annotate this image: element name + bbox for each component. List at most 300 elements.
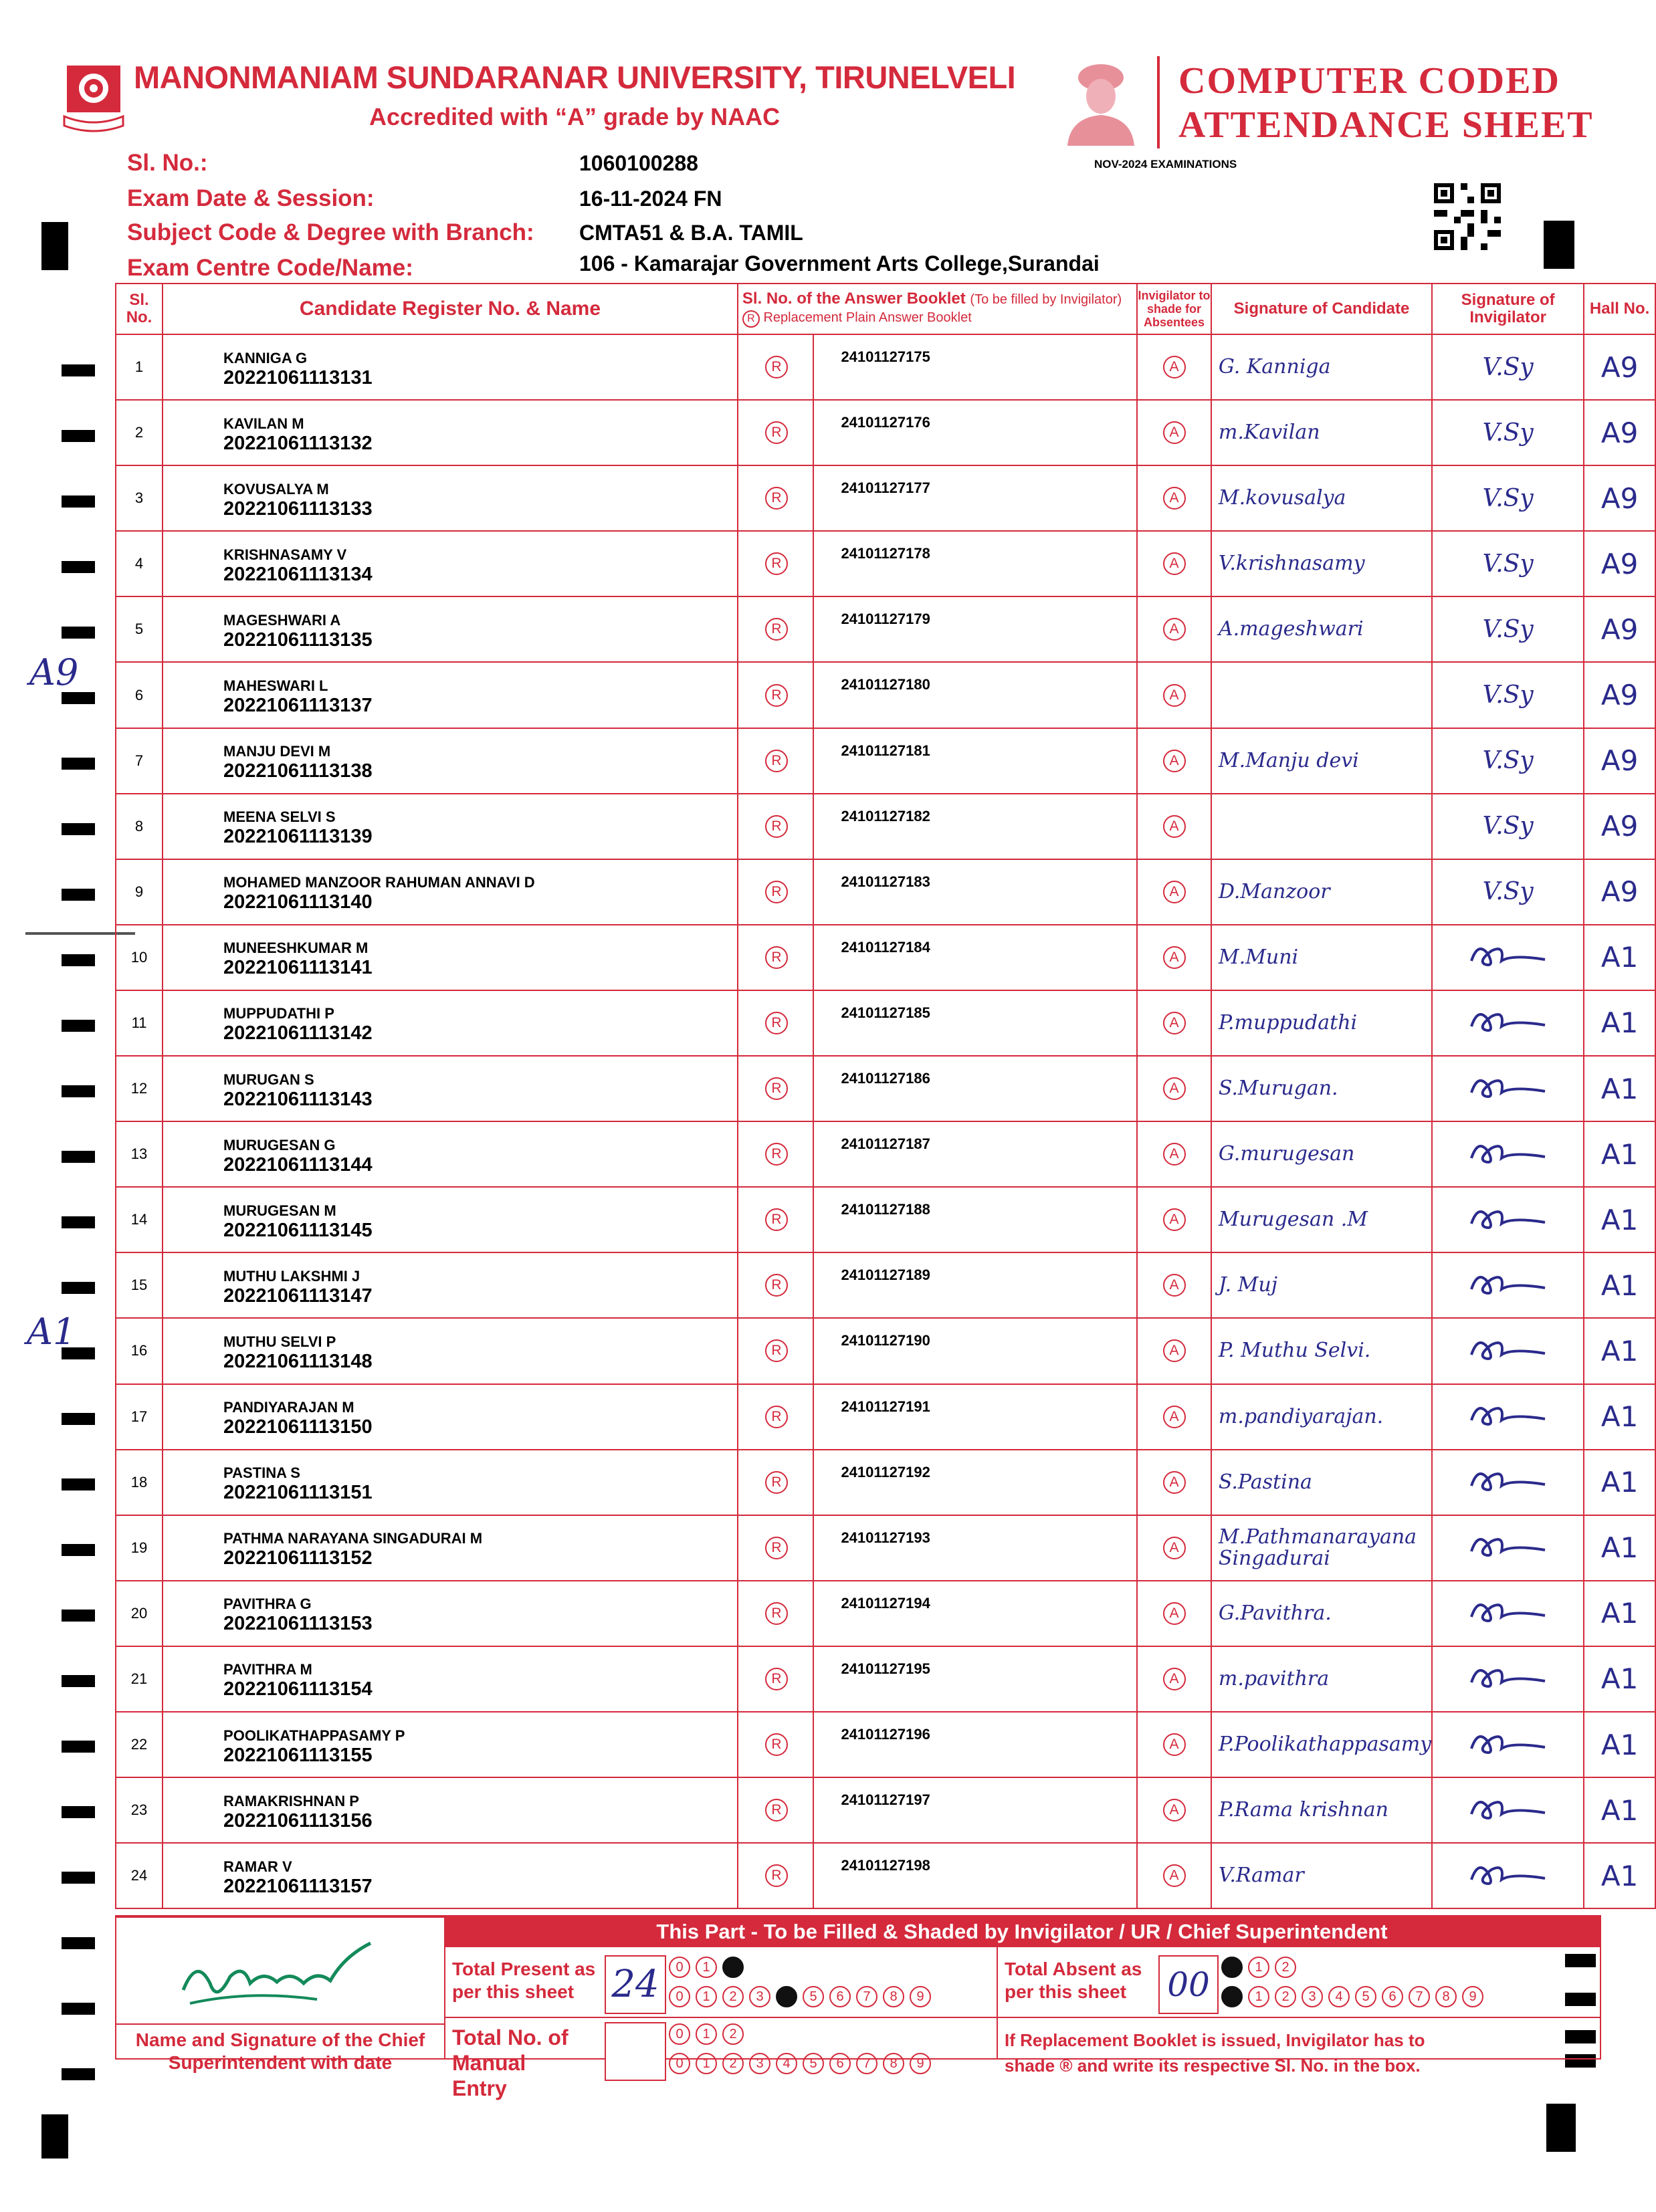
hall-number[interactable]: A9 (1584, 728, 1655, 794)
absent-cell[interactable] (1137, 465, 1211, 531)
candidate-signature[interactable]: G.Pavithra. (1211, 1581, 1432, 1646)
candidate-signature[interactable]: P.Rama krishnan (1211, 1777, 1432, 1843)
invigilator-signature[interactable] (1432, 728, 1584, 794)
invigilator-signature[interactable] (1432, 1843, 1584, 1908)
candidate-signature[interactable]: S.Pastina (1211, 1450, 1432, 1515)
replacement-bubble[interactable]: R (765, 1208, 788, 1231)
hall-number[interactable]: A1 (1584, 1450, 1655, 1515)
replacement-cell[interactable] (738, 1646, 814, 1712)
digit-bubble[interactable]: 4 (1328, 1986, 1350, 2007)
replacement-cell[interactable] (738, 465, 814, 531)
invigilator-signature[interactable] (1432, 1777, 1584, 1843)
absent-cell[interactable] (1137, 1515, 1211, 1581)
replacement-bubble[interactable]: R (765, 1602, 788, 1625)
absent-bubble[interactable]: A (1163, 487, 1186, 510)
hall-number[interactable]: A9 (1584, 465, 1655, 531)
register-number: 20221061113155 (223, 1744, 373, 1766)
absent-bubble[interactable]: A (1163, 1274, 1186, 1297)
hall-number[interactable]: A9 (1584, 662, 1655, 728)
replacement-cell[interactable] (738, 1252, 814, 1318)
invigilator-signature[interactable] (1432, 662, 1584, 728)
manual-entry-box[interactable] (605, 2022, 666, 2081)
invigilator-signature[interactable] (1432, 794, 1584, 859)
absent-cell[interactable] (1137, 1384, 1211, 1450)
invigilator-signature[interactable] (1432, 596, 1584, 662)
invigilator-signature[interactable] (1432, 465, 1584, 531)
register-number: 20221061113135 (223, 629, 373, 651)
manual-entry-label: Total No. of Manual Entry (452, 2025, 568, 2100)
booklet-number[interactable]: 24101127193 (813, 1515, 1137, 1581)
invigilator-signature-scribble (1458, 1525, 1558, 1565)
candidate-signature[interactable] (1211, 794, 1432, 859)
replacement-bubble[interactable]: R (765, 487, 788, 510)
absent-bubble[interactable]: A (1163, 1143, 1186, 1166)
manual-tens-bubbles[interactable] (669, 2023, 749, 2045)
absent-cell[interactable] (1137, 1056, 1211, 1121)
replacement-cell[interactable] (738, 596, 814, 662)
hall-number[interactable]: A1 (1584, 1777, 1655, 1843)
timing-mark (62, 1872, 95, 1884)
digit-bubble[interactable]: 0 (1221, 1986, 1243, 2007)
invigilator-signature[interactable] (1432, 1318, 1584, 1384)
hall-number[interactable]: A1 (1584, 1515, 1655, 1581)
booklet-number[interactable]: 24101127179 (813, 596, 1137, 662)
invigilator-signature-scribble (1458, 1459, 1558, 1499)
digit-bubble[interactable]: 3 (749, 2053, 770, 2074)
candidate-signature[interactable]: M.Pathmanarayana Singadurai (1211, 1515, 1432, 1581)
digit-bubble[interactable]: 2 (1275, 1986, 1296, 2007)
replacement-bubble[interactable]: R (765, 1864, 788, 1887)
candidate-signature[interactable]: G.murugesan (1211, 1121, 1432, 1187)
booklet-number[interactable]: 24101127190 (813, 1318, 1137, 1384)
absent-bubble[interactable]: A (1163, 1864, 1186, 1887)
replacement-cell[interactable] (738, 1056, 814, 1121)
col-booklet-header (738, 284, 1137, 334)
replacement-bubble[interactable]: R (765, 1733, 788, 1756)
hall-number[interactable]: A9 (1584, 859, 1655, 925)
digit-bubble[interactable]: 2 (722, 1957, 744, 1978)
candidate-signature[interactable]: m.pavithra (1211, 1646, 1432, 1712)
row-sl: 19 (116, 1515, 163, 1581)
row-sl: 2 (116, 400, 163, 465)
absent-cell[interactable] (1137, 990, 1211, 1056)
replacement-bubble[interactable]: R (765, 1012, 788, 1034)
timing-mark (62, 1020, 95, 1032)
total-absent-value: 00 (1167, 1965, 1210, 2004)
candidate-name: KOVUSALYA M (223, 480, 329, 497)
digit-bubble[interactable]: 3 (1302, 1986, 1323, 2007)
invigilator-signature[interactable] (1432, 1712, 1584, 1777)
col-absent-header: Invigilator to shade for Absentees (1137, 284, 1211, 334)
booklet-number[interactable]: 24101127188 (813, 1187, 1137, 1252)
replacement-bubble[interactable]: R (765, 552, 788, 575)
candidate-name: MURUGESAN M (223, 1202, 336, 1219)
absent-bubble[interactable]: A (1163, 750, 1186, 772)
replacement-cell[interactable] (738, 1187, 814, 1252)
hall-number[interactable]: A1 (1584, 1581, 1655, 1646)
col-candidate-header: Candidate Register No. & Name (163, 284, 738, 334)
invigilator-signature[interactable] (1432, 400, 1584, 465)
table-row (116, 1777, 1655, 1843)
digit-bubble[interactable]: 2 (722, 1986, 744, 2007)
invigilator-signature[interactable] (1432, 859, 1584, 925)
candidate-signature[interactable]: D.Manzoor (1211, 859, 1432, 925)
digit-bubble[interactable]: 0 (669, 1986, 690, 2007)
hall-number[interactable]: A9 (1584, 531, 1655, 596)
replacement-bubble[interactable]: R (765, 1799, 788, 1821)
digit-bubble[interactable]: 1 (696, 1986, 717, 2007)
absent-bubble[interactable]: A (1163, 618, 1186, 641)
table-row (116, 1187, 1655, 1252)
candidate-signature[interactable]: G. Kanniga (1211, 334, 1432, 400)
booklet-number[interactable]: 24101127182 (813, 794, 1137, 859)
digit-bubble[interactable]: 2 (722, 2053, 744, 2074)
booklet-number[interactable]: 24101127196 (813, 1712, 1137, 1777)
absent-units-bubbles[interactable] (1221, 1986, 1489, 2007)
candidate-cell (163, 1646, 738, 1712)
digit-bubble[interactable]: 4 (776, 1986, 797, 2007)
register-number: 20221061113132 (223, 432, 373, 454)
booklet-number[interactable]: 24101127178 (813, 531, 1137, 596)
hall-number[interactable]: A9 (1584, 794, 1655, 859)
digit-bubble[interactable]: 1 (696, 1957, 717, 1978)
replacement-bubble[interactable]: R (765, 881, 788, 903)
replacement-cell[interactable] (738, 1712, 814, 1777)
replacement-bubble[interactable]: R (765, 684, 788, 707)
invigilator-signature[interactable] (1432, 1121, 1584, 1187)
candidate-signature[interactable]: P.muppudathi (1211, 990, 1432, 1056)
hall-number[interactable]: A1 (1584, 1384, 1655, 1450)
digit-bubble[interactable]: 8 (1435, 1986, 1457, 2007)
absent-cell[interactable] (1137, 1777, 1211, 1843)
replacement-cell[interactable] (738, 1843, 814, 1908)
digit-bubble[interactable]: 0 (669, 2023, 690, 2045)
absent-bubble[interactable]: A (1163, 946, 1186, 969)
replacement-bubble[interactable]: R (765, 618, 788, 641)
register-number: 20221061113137 (223, 695, 373, 717)
digit-bubble[interactable]: 9 (1462, 1986, 1483, 2007)
booklet-number[interactable]: 24101127187 (813, 1121, 1137, 1187)
candidate-signature[interactable]: M.kovusalya (1211, 465, 1432, 531)
invigilator-signature[interactable] (1432, 1450, 1584, 1515)
row-sl: 11 (116, 990, 163, 1056)
replacement-cell[interactable] (738, 859, 814, 925)
digit-bubble[interactable]: 9 (910, 2053, 931, 2074)
booklet-number[interactable]: 24101127186 (813, 1056, 1137, 1121)
absent-bubble[interactable]: A (1163, 1471, 1186, 1494)
candidate-signature[interactable]: J. Muj (1211, 1252, 1432, 1318)
absent-cell[interactable] (1137, 794, 1211, 859)
replacement-cell[interactable] (738, 1450, 814, 1515)
absent-bubble[interactable]: A (1163, 1668, 1186, 1690)
register-number: 20221061113138 (223, 760, 373, 782)
candidate-signature[interactable]: P.Poolikathappasamy (1211, 1712, 1432, 1777)
candidate-signature[interactable]: S.Murugan. (1211, 1056, 1432, 1121)
candidate-name: RAMAR V (223, 1858, 292, 1875)
replacement-bubble[interactable]: R (765, 1274, 788, 1297)
replacement-bubble[interactable]: R (765, 356, 788, 378)
hall-number[interactable]: A9 (1584, 334, 1655, 400)
absent-bubble[interactable]: A (1163, 684, 1186, 707)
digit-bubble[interactable]: 0 (669, 1957, 690, 1978)
absent-cell[interactable] (1137, 859, 1211, 925)
register-number: 20221061113150 (223, 1416, 373, 1438)
replacement-bubble[interactable]: R (765, 1406, 788, 1428)
digit-bubble[interactable]: 5 (803, 2053, 824, 2074)
invigilator-signature-scribble (1458, 1722, 1558, 1762)
replacement-cell[interactable] (738, 334, 814, 400)
hall-number[interactable]: A9 (1584, 400, 1655, 465)
digit-bubble[interactable]: 2 (722, 2023, 744, 2045)
invigilator-signature-scribble (1458, 1853, 1558, 1893)
booklet-number[interactable]: 24101127181 (813, 728, 1137, 794)
invigilator-signature[interactable] (1432, 1646, 1584, 1712)
absent-cell[interactable] (1137, 1646, 1211, 1712)
row-sl: 12 (116, 1056, 163, 1121)
register-number: 20221061113157 (223, 1875, 373, 1897)
booklet-number[interactable]: 24101127177 (813, 465, 1137, 531)
digit-bubble[interactable]: 6 (829, 1986, 851, 2007)
replacement-cell[interactable] (738, 1777, 814, 1843)
invigilator-signature-scribble (1458, 1787, 1558, 1828)
replacement-cell[interactable] (738, 794, 814, 859)
booklet-number[interactable]: 24101127192 (813, 1450, 1137, 1515)
table-row (116, 794, 1655, 859)
manual-units-bubbles[interactable] (669, 2053, 936, 2074)
candidate-cell (163, 1581, 738, 1646)
digit-bubble[interactable]: 1 (1248, 1957, 1269, 1978)
replacement-cell[interactable] (738, 728, 814, 794)
digit-bubble[interactable]: 6 (1382, 1986, 1403, 2007)
absent-cell[interactable] (1137, 1843, 1211, 1908)
digit-bubble[interactable]: 0 (669, 2053, 690, 2074)
table-row (116, 1121, 1655, 1187)
absent-bubble[interactable]: A (1163, 1602, 1186, 1625)
replacement-cell[interactable] (738, 531, 814, 596)
invigilator-signature[interactable] (1432, 990, 1584, 1056)
replacement-bubble[interactable]: R (765, 1668, 788, 1690)
replacement-bubble[interactable]: R (765, 1537, 788, 1559)
invigilator-signature[interactable] (1432, 1056, 1584, 1121)
booklet-number[interactable]: 24101127194 (813, 1581, 1137, 1646)
candidate-name: PANDIYARAJAN M (223, 1399, 354, 1416)
digit-bubble[interactable]: 5 (1355, 1986, 1376, 2007)
booklet-number[interactable]: 24101127176 (813, 400, 1137, 465)
candidate-signature[interactable]: m.Kavilan (1211, 400, 1432, 465)
total-absent-box[interactable] (1158, 1955, 1219, 2014)
absent-cell[interactable] (1137, 334, 1211, 400)
booklet-number[interactable]: 24101127195 (813, 1646, 1137, 1712)
digit-bubble[interactable]: 8 (883, 2053, 904, 2074)
digit-bubble[interactable]: 9 (910, 1986, 931, 2007)
digit-bubble[interactable]: 8 (883, 1986, 904, 2007)
table-row (116, 1318, 1655, 1384)
digit-bubble[interactable]: 7 (856, 1986, 877, 2007)
candidate-signature[interactable]: A.mageshwari (1211, 596, 1432, 662)
digit-bubble[interactable]: 2 (1275, 1957, 1296, 1978)
replacement-cell[interactable] (738, 1581, 814, 1646)
candidate-signature[interactable]: Murugesan .M (1211, 1187, 1432, 1252)
replacement-cell[interactable] (738, 1515, 814, 1581)
candidate-name: MUTHU SELVI P (223, 1333, 336, 1350)
booklet-number[interactable]: 24101127197 (813, 1777, 1137, 1843)
booklet-number[interactable]: 24101127189 (813, 1252, 1137, 1318)
row-sl: 3 (116, 465, 163, 531)
absent-bubble[interactable]: A (1163, 881, 1186, 903)
hall-number[interactable]: A1 (1584, 990, 1655, 1056)
candidate-signature[interactable]: m.pandiyarajan. (1211, 1384, 1432, 1450)
invigilator-signature-text: V.Sy (1482, 419, 1534, 447)
hall-number[interactable]: A1 (1584, 1646, 1655, 1712)
row-sl: 5 (116, 596, 163, 662)
digit-bubble[interactable]: 1 (696, 2053, 717, 2074)
digit-bubble[interactable]: 7 (856, 2053, 877, 2074)
invigilator-signature-text: V.Sy (1482, 681, 1534, 709)
table-row (116, 859, 1655, 925)
replacement-bubble[interactable]: R (765, 1471, 788, 1494)
table-row (116, 925, 1655, 990)
absent-cell[interactable] (1137, 728, 1211, 794)
booklet-number[interactable]: 24101127183 (813, 859, 1137, 925)
absent-bubble[interactable]: A (1163, 1733, 1186, 1756)
replacement-cell[interactable] (738, 925, 814, 990)
absent-cell[interactable] (1137, 1318, 1211, 1384)
hall-number[interactable]: A1 (1584, 1712, 1655, 1777)
hall-number[interactable]: A1 (1584, 1252, 1655, 1318)
digit-bubble[interactable]: 1 (696, 2023, 717, 2045)
row-sl: 22 (116, 1712, 163, 1777)
absent-bubble[interactable]: A (1163, 1012, 1186, 1034)
absent-bubble[interactable]: A (1163, 1537, 1186, 1559)
replacement-bubble[interactable]: R (765, 815, 788, 838)
invigilator-signature[interactable] (1432, 334, 1584, 400)
centre-label: Exam Centre Code/Name: (127, 255, 413, 281)
digit-bubble[interactable]: 1 (1248, 1986, 1269, 2007)
hall-number[interactable]: A1 (1584, 1056, 1655, 1121)
absent-cell[interactable] (1137, 1121, 1211, 1187)
absent-cell[interactable] (1137, 1187, 1211, 1252)
present-tens-bubbles[interactable] (669, 1957, 749, 1978)
replacement-cell[interactable] (738, 662, 814, 728)
booklet-number[interactable]: 24101127180 (813, 662, 1137, 728)
digit-bubble[interactable]: 6 (829, 2053, 851, 2074)
booklet-number[interactable]: 24101127198 (813, 1843, 1137, 1908)
absent-bubble[interactable]: A (1163, 552, 1186, 575)
invigilator-signature[interactable] (1432, 1252, 1584, 1318)
replacement-bubble[interactable]: R (765, 750, 788, 772)
invigilator-signature[interactable] (1432, 1384, 1584, 1450)
absent-cell[interactable] (1137, 1252, 1211, 1318)
absent-bubble[interactable]: A (1163, 1799, 1186, 1821)
replacement-bubble[interactable]: R (765, 1143, 788, 1166)
absent-cell[interactable] (1137, 925, 1211, 990)
hall-number[interactable]: A1 (1584, 1187, 1655, 1252)
candidate-signature[interactable]: M.Muni (1211, 925, 1432, 990)
replacement-bubble[interactable]: R (765, 946, 788, 969)
candidate-signature[interactable]: M.Manju devi (1211, 728, 1432, 794)
absent-bubble[interactable]: A (1163, 815, 1186, 838)
invigilator-signature-text: V.Sy (1482, 812, 1534, 841)
present-units-bubbles[interactable] (669, 1986, 936, 2007)
table-row (116, 1450, 1655, 1515)
candidate-signature[interactable]: P. Muthu Selvi. (1211, 1318, 1432, 1384)
invigilator-signature-scribble (1458, 1590, 1558, 1630)
replacement-cell[interactable] (738, 990, 814, 1056)
replacement-bubble[interactable]: R (765, 1339, 788, 1362)
table-row (116, 1712, 1655, 1777)
replacement-cell[interactable] (738, 1384, 814, 1450)
absent-cell[interactable] (1137, 531, 1211, 596)
invigilator-signature-scribble (1458, 1000, 1558, 1040)
absent-cell[interactable] (1137, 596, 1211, 662)
candidate-name: KANNIGA G (223, 349, 308, 366)
absent-tens-bubbles[interactable] (1221, 1957, 1302, 1978)
absent-bubble[interactable]: A (1163, 1406, 1186, 1428)
register-number: 20221061113151 (223, 1482, 373, 1504)
absent-bubble[interactable]: A (1163, 1077, 1186, 1100)
absent-cell[interactable] (1137, 662, 1211, 728)
absent-cell[interactable] (1137, 1450, 1211, 1515)
absent-bubble[interactable]: A (1163, 1339, 1186, 1362)
replacement-cell[interactable] (738, 1121, 814, 1187)
invigilator-signature[interactable] (1432, 1187, 1584, 1252)
candidate-signature[interactable]: V.krishnasamy (1211, 531, 1432, 596)
digit-bubble[interactable]: 0 (1221, 1957, 1243, 1978)
table-header-row (116, 284, 1655, 334)
absent-cell[interactable] (1137, 1581, 1211, 1646)
hall-number[interactable]: A1 (1584, 1843, 1655, 1908)
row-sl: 20 (116, 1581, 163, 1646)
candidate-name: MAHESWARI L (223, 677, 328, 695)
hall-number[interactable]: A1 (1584, 1318, 1655, 1384)
absent-bubble[interactable]: A (1163, 356, 1186, 378)
digit-bubble[interactable]: 4 (776, 2053, 797, 2074)
invigilator-signature[interactable] (1432, 925, 1584, 990)
hall-number[interactable]: A9 (1584, 596, 1655, 662)
invigilator-signature[interactable] (1432, 1515, 1584, 1581)
candidate-cell (163, 990, 738, 1056)
booklet-number[interactable]: 24101127175 (813, 334, 1137, 400)
total-present-box[interactable] (605, 1955, 666, 2014)
replacement-bubble[interactable]: R (765, 421, 788, 444)
digit-bubble[interactable]: 5 (803, 1986, 824, 2007)
digit-bubble[interactable]: 3 (749, 1986, 770, 2007)
invigilator-signature-scribble (1458, 1131, 1558, 1172)
margin-note-a9: A9 (29, 651, 79, 693)
booklet-number[interactable]: 24101127185 (813, 990, 1137, 1056)
digit-bubble[interactable]: 7 (1409, 1986, 1430, 2007)
replacement-cell[interactable] (738, 1318, 814, 1384)
candidate-signature[interactable]: V.Ramar (1211, 1843, 1432, 1908)
absent-bubble[interactable]: A (1163, 1208, 1186, 1231)
absent-bubble[interactable]: A (1163, 421, 1186, 444)
absent-cell[interactable] (1137, 400, 1211, 465)
timing-mark (62, 430, 95, 442)
candidate-signature[interactable] (1211, 662, 1432, 728)
invigilator-signature[interactable] (1432, 1581, 1584, 1646)
timing-mark (62, 1413, 95, 1425)
replacement-cell[interactable] (738, 400, 814, 465)
replacement-bubble[interactable]: R (765, 1077, 788, 1100)
booklet-number[interactable]: 24101127184 (813, 925, 1137, 990)
row-sl: 1 (116, 334, 163, 400)
booklet-number[interactable]: 24101127191 (813, 1384, 1137, 1450)
absent-cell[interactable] (1137, 1712, 1211, 1777)
invigilator-signature[interactable] (1432, 531, 1584, 596)
candidate-cell (163, 531, 738, 596)
hall-number[interactable]: A1 (1584, 1121, 1655, 1187)
hall-number[interactable]: A1 (1584, 925, 1655, 990)
